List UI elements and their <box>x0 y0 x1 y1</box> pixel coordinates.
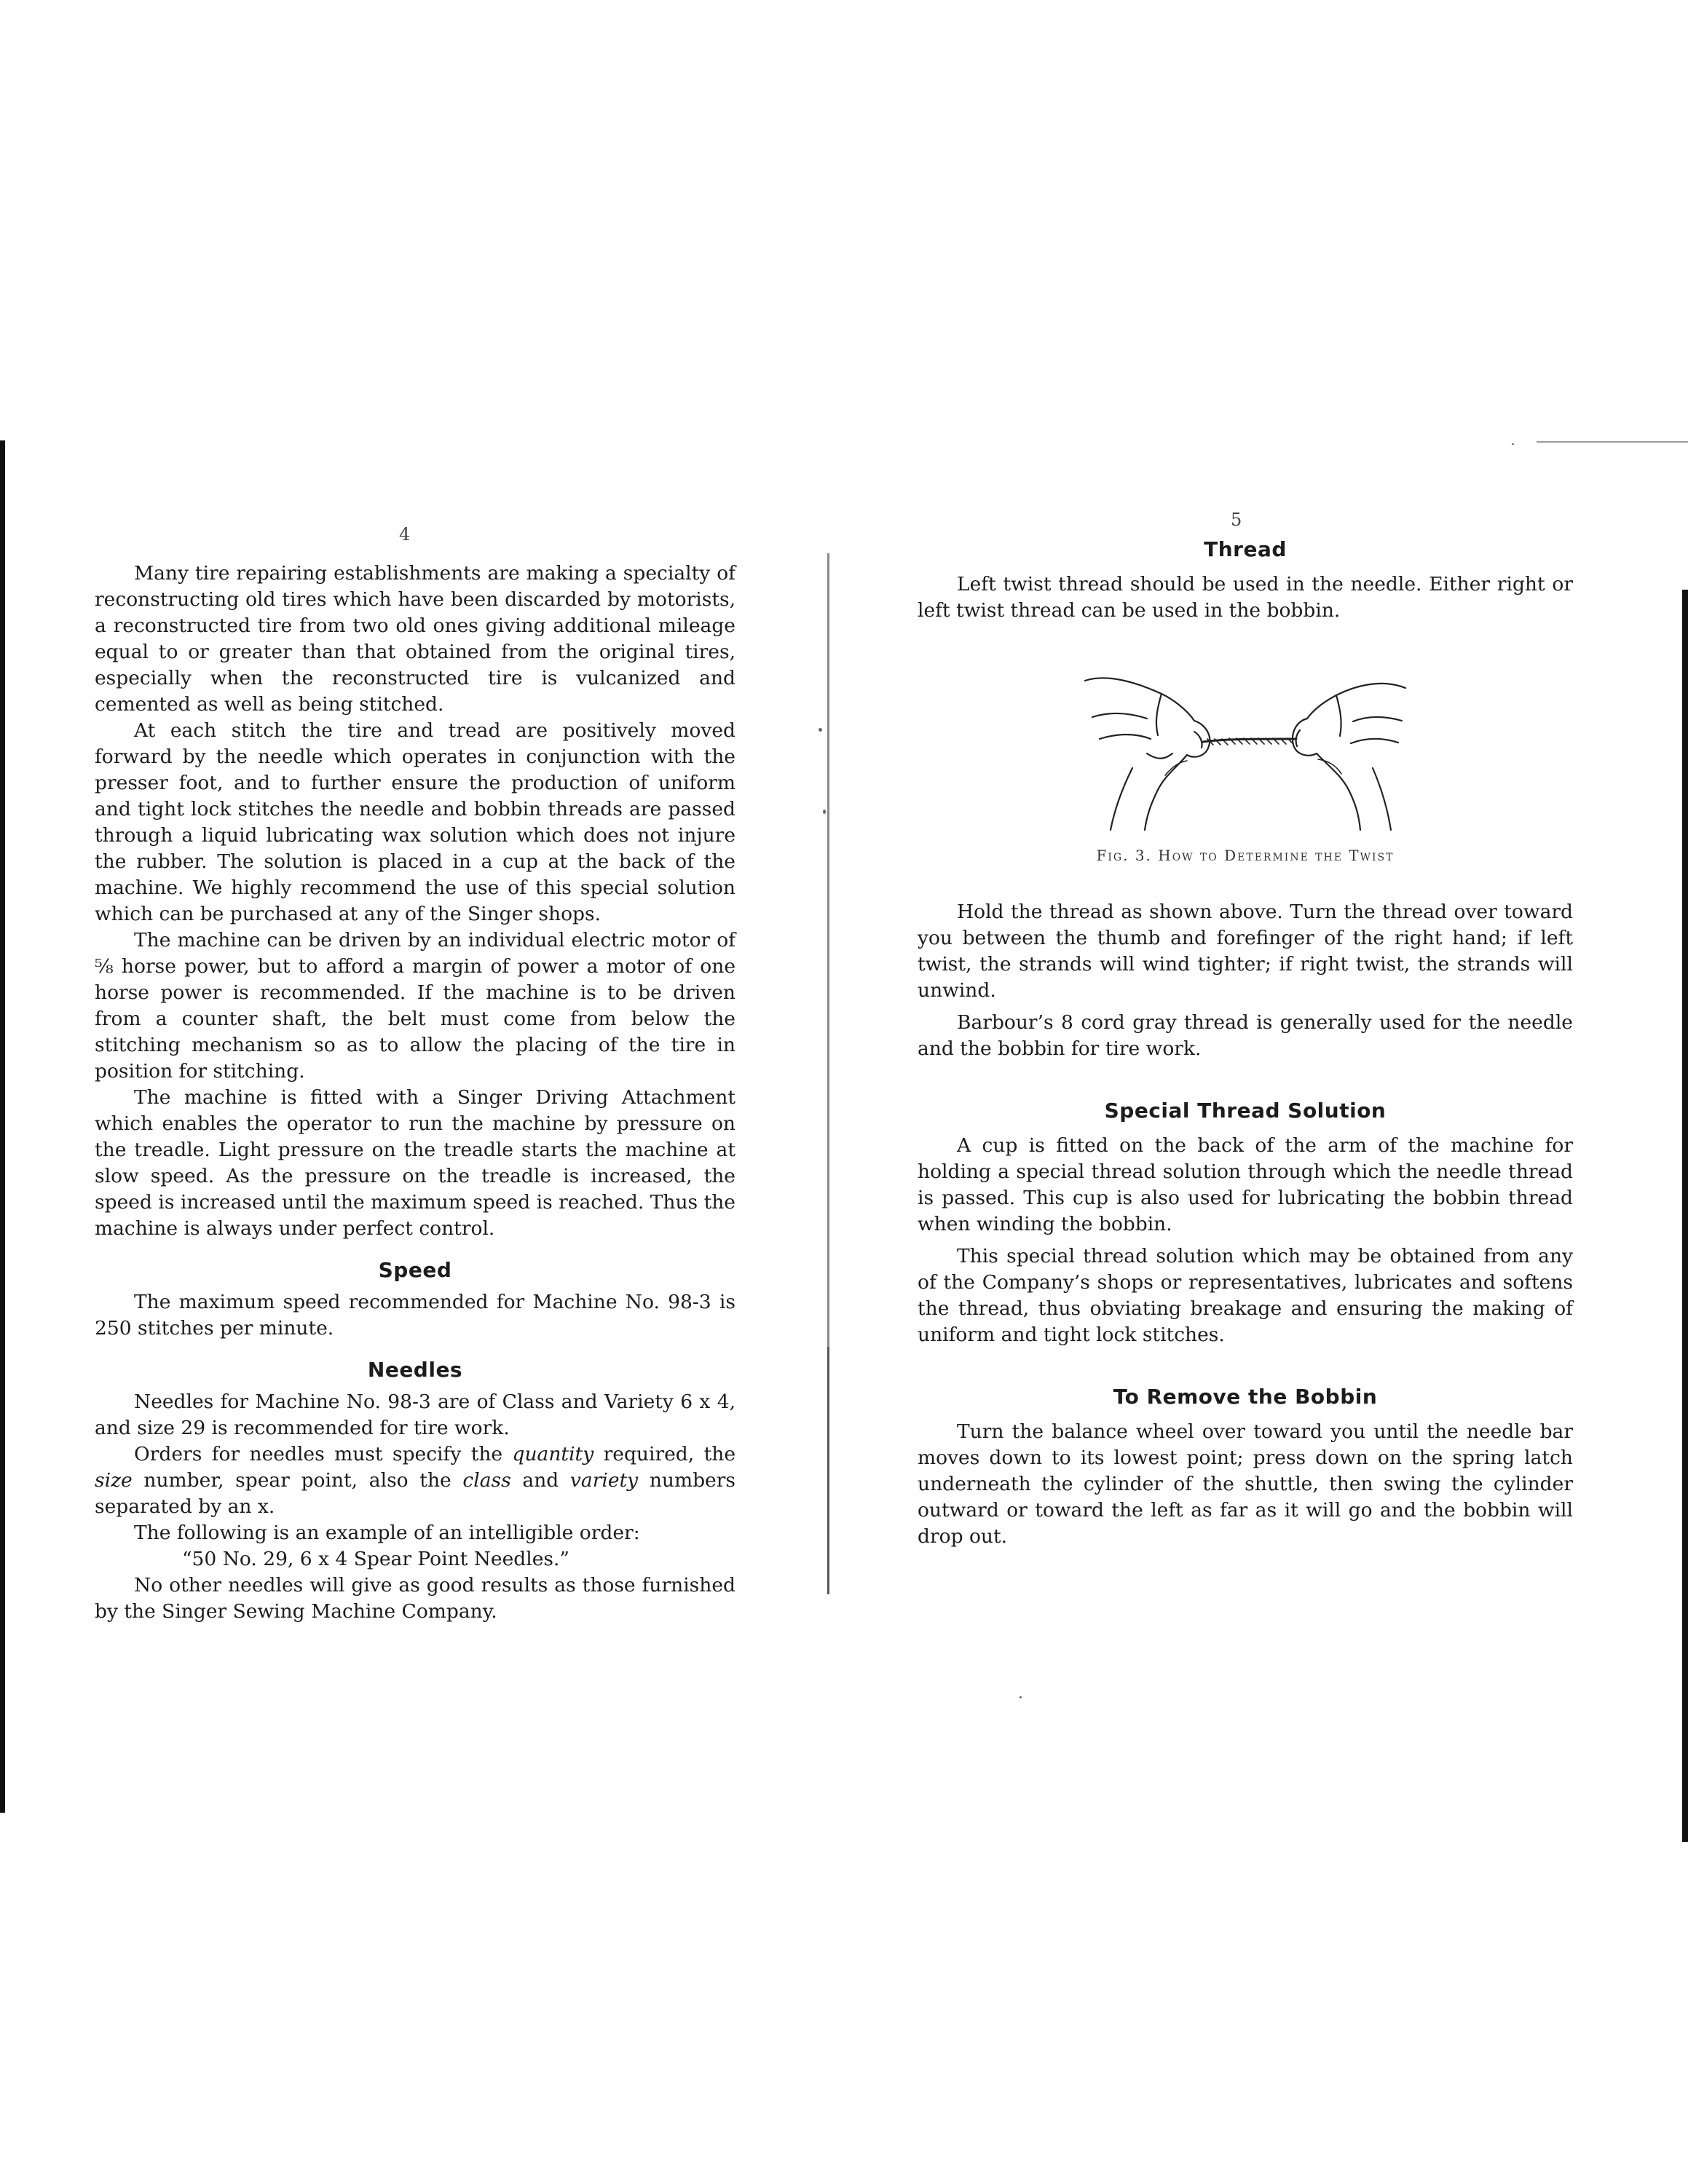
example-order: “50 No. 29, 6 x 4 Spear Point Needles.” <box>182 1548 569 1570</box>
example-intro: The following is an example of an intelligible order: <box>134 1522 640 1544</box>
page-number: 5 <box>1231 510 1242 530</box>
needles-closing-paragraph: No other needles will give as good results as those furnished by the Singer Sewing Machine Company. <box>95 1574 735 1623</box>
needles-heading: Needles <box>367 1358 463 1382</box>
remove-bobbin-paragraph: Turn the balance wheel over toward you until the needle bar moves down to its lowest point; press down on the spring latch underneath the cylinder of the shuttle, then swing the cylinder outward or toward the left as far as it will go and the bobbin will drop out. <box>918 1420 1573 1548</box>
stitch-paragraph: At each stitch the tire and tread are positively moved forward by the needle which operates in conjunction with the presser foot, and to further ensure the production of uniform and tight lock stitches the needle and bobbin threads are passed through a liquid lubricating wax solution which does not injure the rubber. The solution is placed in a cup at the back of the machine. We highly recommend the use of this special solution which can be purchased at any of the Singer shops. <box>95 719 735 925</box>
figure-caption: Fig. 3. How to Determine the Twist <box>1096 847 1395 864</box>
speed-heading: Speed <box>378 1258 452 1282</box>
needle-order-paragraph: Orders for needles must specify the quantity required, the size number, spear point, also the class and variety numbers separated by an x. <box>95 1443 735 1518</box>
left-page <box>0 0 830 2184</box>
solution-paragraph: This special thread solution which may be obtained from any of the Company’s shops or representatives, lubricates and softens the thread, thus obviating breakage and ensuring the making of uniform and tight lock stitches. <box>918 1245 1573 1346</box>
needles-paragraph: Needles for Machine No. 98-3 are of Class and Variety 6 x 4, and size 29 is recommended for tire work. <box>95 1390 735 1439</box>
barbour-thread-paragraph: Barbour’s 8 cord gray thread is generally used for the needle and the bobbin for tire work. <box>918 1011 1573 1060</box>
driving-attachment-paragraph: The machine is fitted with a Singer Driving Attachment which enables the operator to run the machine by pressure on the treadle. Light pressure on the treadle starts the machine at slow speed. As the pressure on the treadle is increased, the speed is increased until the maximum speed is reached. Thus the machine is always under perfect control. <box>95 1086 735 1240</box>
thread-paragraph: Left twist thread should be used in the needle. Either right or left twist thread can be used in the bobbin. <box>918 573 1573 622</box>
special-thread-solution-heading: Special Thread Solution <box>1104 1099 1387 1123</box>
hold-thread-paragraph: Hold the thread as shown above. Turn the thread over toward you between the thumb and forefinger of the right hand; if left twist, the strands will wind tighter; if right twist, the strands will unwind. <box>918 901 1573 1002</box>
page-number: 4 <box>399 524 411 545</box>
remove-bobbin-heading: To Remove the Bobbin <box>1113 1385 1378 1409</box>
right-page <box>830 0 1688 2184</box>
cup-paragraph: A cup is fitted on the back of the arm of the machine for holding a special thread solution through which the needle thread is passed. This cup is also used for lubricating the bobbin thread when winding the bobbin. <box>918 1134 1573 1235</box>
left-text-column <box>95 561 735 1625</box>
motor-paragraph: The machine can be driven by an individual electric motor of ⅝ horse power, but to afford a margin of power a motor of one horse power is recommended. If the machine is to be driven from a counter shaft, the belt must come from below the stitching mechanism so as to allow the placing of the tire in position for stitching. <box>95 929 735 1083</box>
thread-heading: Thread <box>1204 537 1287 561</box>
twist-figure <box>1041 666 1449 864</box>
intro-paragraph: Many tire repairing establishments are making a specialty of reconstructing old tires which have been discarded by motorists, a reconstructed tire from two old ones giving additional mileage equal to or greater than that obtained from the original tires, especially when the reconstructed tire is vulcanized and cemented as well as being stitched. <box>95 562 735 716</box>
speed-paragraph: The maximum speed recommended for Machine No. 98-3 is 250 stitches per minute. <box>95 1291 735 1340</box>
right-text-column <box>918 537 1573 1550</box>
hands-twisting-thread-illustration <box>1078 666 1413 834</box>
